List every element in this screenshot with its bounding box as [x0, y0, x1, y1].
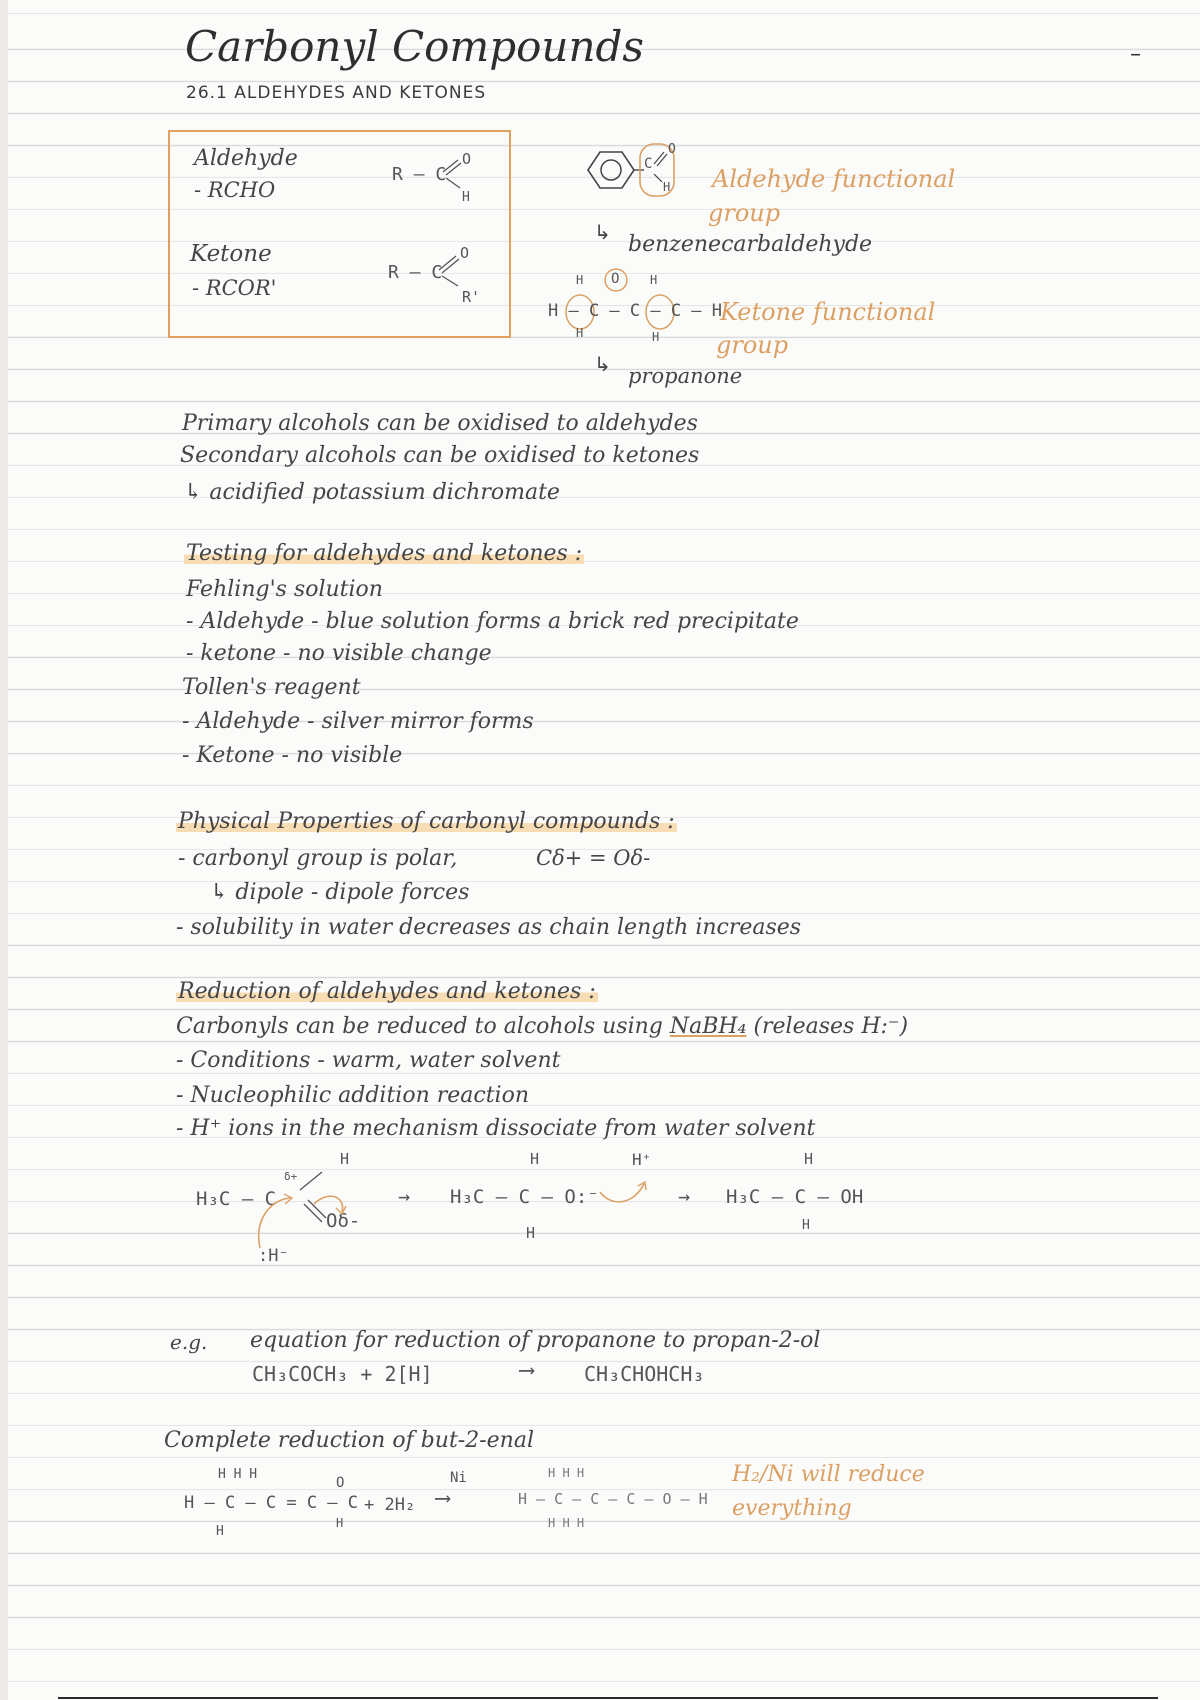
physical-polar: - carbonyl group is polar,	[178, 846, 458, 871]
example-arrow: ⟶	[520, 1358, 534, 1383]
physical-dipole: ↳ dipole - dipole forces	[210, 880, 470, 905]
ketone-bond-lines	[436, 248, 466, 298]
benzene-oxygen: O	[668, 142, 676, 157]
propanone-h-bottom-right: H	[652, 330, 660, 344]
fehling-ketone: - ketone - no visible change	[186, 641, 492, 666]
mechanism-int-h-top: H	[530, 1150, 540, 1168]
mechanism-proton-arrow	[598, 1178, 658, 1208]
mechanism-product: H₃C – C – OH	[726, 1186, 864, 1208]
mechanism-curly-arrows	[250, 1160, 370, 1270]
complete-reduction-arrow: ⟶	[436, 1486, 450, 1511]
mechanism-reactant-h: H	[340, 1150, 350, 1168]
physical-heading	[176, 809, 677, 834]
mechanism-hplus: H⁺	[632, 1150, 652, 1169]
propanone-formula: H – C – C – C – H	[548, 301, 722, 321]
reduction-heading	[176, 979, 598, 1004]
aldehyde-general-formula: - RCHO	[194, 178, 276, 202]
ketone-structure-r2: R'	[462, 288, 481, 306]
mechanism-reactant-o: Oδ-	[326, 1210, 361, 1232]
mechanism-prod-h-top: H	[804, 1150, 814, 1168]
mechanism-arrow-2: →	[678, 1184, 691, 1208]
aldehyde-structure-r: R – C	[392, 164, 447, 185]
nickel-catalyst: Ni	[450, 1470, 467, 1486]
reduction-reagent: NaBH₄	[669, 1014, 747, 1039]
mechanism-hydride: :H⁻	[258, 1246, 289, 1266]
fehling-title: Fehling's solution	[186, 577, 383, 602]
propanone-h-bottom-left: H	[576, 326, 584, 340]
but2enal-h-right: H	[336, 1516, 344, 1530]
propanone-name: propanone	[628, 364, 743, 388]
mechanism-reactant: H₃C – C	[196, 1188, 277, 1210]
oxidation-secondary: Secondary alcohols can be oxidised to ketones	[180, 443, 700, 468]
tollens-ketone: - Ketone - no visible	[182, 743, 403, 768]
but2enal-top-h: H H H	[218, 1467, 258, 1482]
arrow-icon: ↳	[594, 352, 611, 376]
propanone-oxygen: O	[611, 271, 620, 287]
mechanism-arrow-1: →	[398, 1184, 411, 1208]
benzene-hydrogen: H	[663, 180, 671, 194]
example-label: e.g.	[170, 1330, 208, 1354]
but2enal-oxygen: O	[336, 1475, 345, 1491]
page-bottom-rule	[58, 1697, 1158, 1699]
complete-reduction-heading: Complete reduction of but-2-enal	[164, 1428, 535, 1453]
example-lhs: CH₃COCH₃ + 2[H]	[252, 1362, 433, 1386]
ketone-structure-o: O	[460, 244, 470, 262]
butanol-bottom-h: H H H	[548, 1516, 585, 1530]
aldehyde-functional-group-label-2: group	[708, 199, 781, 227]
but2enal-structure: H – C – C = C – C	[184, 1493, 358, 1513]
propanone-h-top-left: H	[576, 273, 584, 287]
fehling-aldehyde: - Aldehyde - blue solution forms a brick red precipitate	[186, 609, 799, 634]
ketone-label: Ketone	[190, 241, 272, 267]
ketone-functional-group-label-2: group	[716, 331, 789, 359]
reduction-conditions: - Conditions - warm, water solvent	[176, 1048, 561, 1073]
reduction-ions: - H⁺ ions in the mechanism dissociate from water solvent	[176, 1116, 816, 1141]
physical-heading-text: Physical Properties of carbonyl compounds :	[178, 809, 675, 834]
ni-note-line2: everything	[732, 1496, 852, 1521]
tollens-aldehyde: - Aldehyde - silver mirror forms	[182, 709, 534, 734]
but2enal-bottom-h: H	[216, 1524, 224, 1539]
reduction-line1-start: Carbonyls can be reduced to alcohols using	[176, 1014, 663, 1039]
testing-heading-text: Testing for aldehydes and ketones :	[186, 541, 583, 566]
testing-heading	[184, 541, 584, 566]
ketone-general-formula: - RCOR'	[192, 276, 277, 300]
benzene-carbon: C	[644, 156, 653, 172]
physical-polar-formula: Cδ+ = Oδ-	[536, 846, 651, 870]
reduction-nucleophilic: - Nucleophilic addition reaction	[176, 1083, 530, 1108]
aldehyde-bond-lines	[440, 152, 470, 202]
butanol-top-h: H H H	[548, 1466, 585, 1480]
aldehyde-label: Aldehyde	[194, 146, 298, 171]
aldehyde-structure-o: O	[462, 150, 472, 168]
corner-dash-mark: –	[1130, 42, 1141, 67]
reduction-line1-end: (releases H:⁻)	[753, 1014, 909, 1039]
example-description: equation for reduction of propanone to propan-2-ol	[250, 1328, 821, 1353]
benzenecarbaldehyde-name: benzenecarbaldehyde	[628, 232, 873, 257]
mechanism-intermediate: H₃C – C – O:⁻	[450, 1186, 599, 1208]
ketone-functional-group-label: Ketone functional	[720, 298, 936, 326]
oxidation-primary: Primary alcohols can be oxidised to aldehydes	[182, 411, 698, 436]
physical-solubility: - solubility in water decreases as chain length increases	[176, 915, 802, 940]
mechanism-int-h-bottom: H	[526, 1224, 536, 1242]
reduction-line1	[176, 1014, 908, 1039]
page-title: Carbonyl Compounds	[185, 22, 644, 71]
butanol-structure: H – C – C – C – O – H	[518, 1490, 708, 1508]
mechanism-delta-plus: δ+	[284, 1170, 298, 1183]
mechanism-prod-h-bottom: H	[802, 1218, 810, 1233]
propanone-h-top-right: H	[650, 273, 658, 287]
aldehyde-structure-h: H	[462, 190, 470, 205]
example-rhs: CH₃CHOHCH₃	[584, 1362, 705, 1386]
aldehyde-functional-group-label: Aldehyde functional	[712, 165, 956, 193]
ketone-structure-r: R – C	[388, 262, 443, 283]
section-subtitle: 26.1 ALDEHYDES AND KETONES	[186, 83, 487, 103]
hydrogen-reagent: + 2H₂	[364, 1495, 416, 1515]
oxidation-reagent: ↳ acidified potassium dichromate	[184, 480, 560, 505]
page-edge-shadow	[0, 0, 8, 1700]
tollens-title: Tollen's reagent	[182, 675, 361, 700]
arrow-icon: ↳	[594, 220, 611, 244]
reduction-heading-text: Reduction of aldehydes and ketones :	[178, 979, 596, 1004]
ni-note-line1: H₂/Ni will reduce	[732, 1462, 925, 1487]
